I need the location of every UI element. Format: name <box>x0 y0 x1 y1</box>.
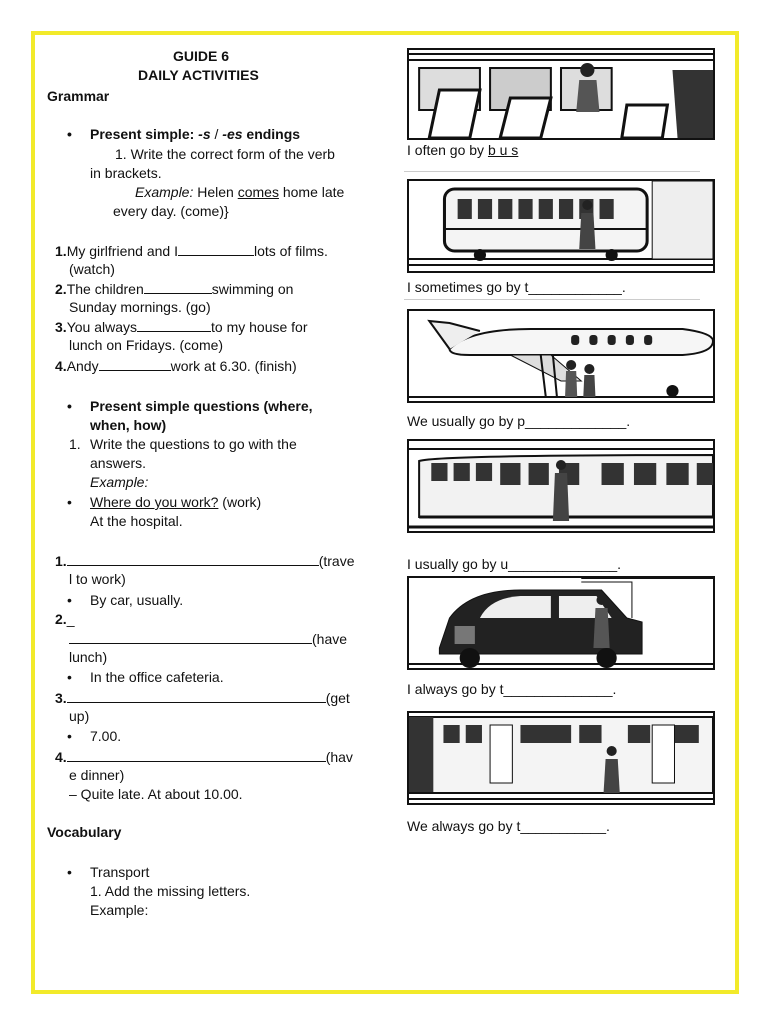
section2-example: • Where do you work? (work) <box>90 493 261 512</box>
answer-blank[interactable] <box>67 688 326 703</box>
exercise-item-2-cont: Sunday mornings. (go) <box>69 299 211 315</box>
answer-blank[interactable] <box>69 629 312 644</box>
exercise-item-2: 2.The children swimming on <box>55 281 294 297</box>
exercise-item-4: 4.Andy work at 6.30. (finish) <box>55 358 297 374</box>
exercise-item-1-cont: (watch) <box>69 261 115 277</box>
vocabulary-bullet: • Transport <box>90 863 149 882</box>
answer-blank[interactable] <box>67 747 326 762</box>
section1-example-cont: every day. (come)} <box>113 203 229 219</box>
caption-plane: We usually go by p_____________. <box>407 413 631 429</box>
vocabulary-instruction: 1. Add the missing letters. <box>90 883 251 899</box>
section1-instruction-cont: in brackets. <box>90 165 162 181</box>
divider <box>404 299 700 300</box>
answer-blank[interactable] <box>178 241 254 256</box>
question-4: 4. (hav <box>55 749 353 765</box>
caption-tram: I sometimes go by t____________. <box>407 279 626 295</box>
taxi-illustration <box>407 576 715 670</box>
page-subtitle: DAILY ACTIVITIES <box>138 67 259 83</box>
question-3-answer: • 7.00. <box>90 727 121 746</box>
section2-instruction-cont: answers. <box>90 455 147 471</box>
page-title: GUIDE 6 <box>173 48 230 64</box>
exercise-item-1: 1.My girlfriend and I lots of films. <box>55 243 328 259</box>
answer-blank[interactable] <box>67 551 319 566</box>
section1-instruction: 1. Write the correct form of the verb <box>115 146 335 162</box>
section2-title: • Present simple questions (where, <box>90 397 313 416</box>
train-illustration <box>407 711 715 805</box>
question-4-answer: – Quite late. At about 10.00. <box>69 786 243 802</box>
question-2-answer: • In the office cafeteria. <box>90 668 224 687</box>
question-3: 3. (get <box>55 690 350 706</box>
answer-blank[interactable] <box>99 356 171 371</box>
exercise-item-3: 3.You always to my house for <box>55 319 308 335</box>
caption-taxi: I always go by t______________. <box>407 681 617 697</box>
question-2-cont: (have <box>69 629 347 649</box>
tram-illustration <box>407 179 715 273</box>
question-2-cont2: lunch) <box>69 649 108 665</box>
section1-title: • Present simple: -s / -es endings <box>90 125 300 144</box>
underground-train-illustration <box>407 439 715 533</box>
section2-example-label: Example: <box>90 474 149 490</box>
vocabulary-example-label: Example: <box>90 902 149 918</box>
bus-interior-illustration <box>407 48 715 140</box>
vocabulary-heading: Vocabulary <box>47 824 122 840</box>
question-1-cont: l to work) <box>69 571 126 587</box>
airplane-illustration <box>407 309 715 403</box>
section1-example: Example: Helen comes home late <box>135 184 345 200</box>
answer-blank[interactable] <box>137 317 211 332</box>
question-2: 2._ <box>55 611 75 627</box>
section2-instruction-num: 1. <box>69 436 81 452</box>
caption-bus: I often go by b u s <box>407 142 519 158</box>
section2-example-answer: At the hospital. <box>90 513 183 529</box>
answer-blank[interactable] <box>144 279 212 294</box>
question-3-cont: up) <box>69 708 90 724</box>
question-1-answer: • By car, usually. <box>90 591 183 610</box>
question-1: 1. (trave <box>55 553 355 569</box>
divider <box>404 171 700 172</box>
question-4-cont: e dinner) <box>69 767 125 783</box>
section2-instruction: Write the questions to go with the <box>90 436 297 452</box>
caption-train: We always go by t___________. <box>407 818 610 834</box>
grammar-heading: Grammar <box>47 88 110 104</box>
section2-title-cont: when, how) <box>90 417 167 433</box>
exercise-item-3-cont: lunch on Fridays. (come) <box>69 337 224 353</box>
caption-underground: I usually go by u______________. <box>407 556 622 572</box>
